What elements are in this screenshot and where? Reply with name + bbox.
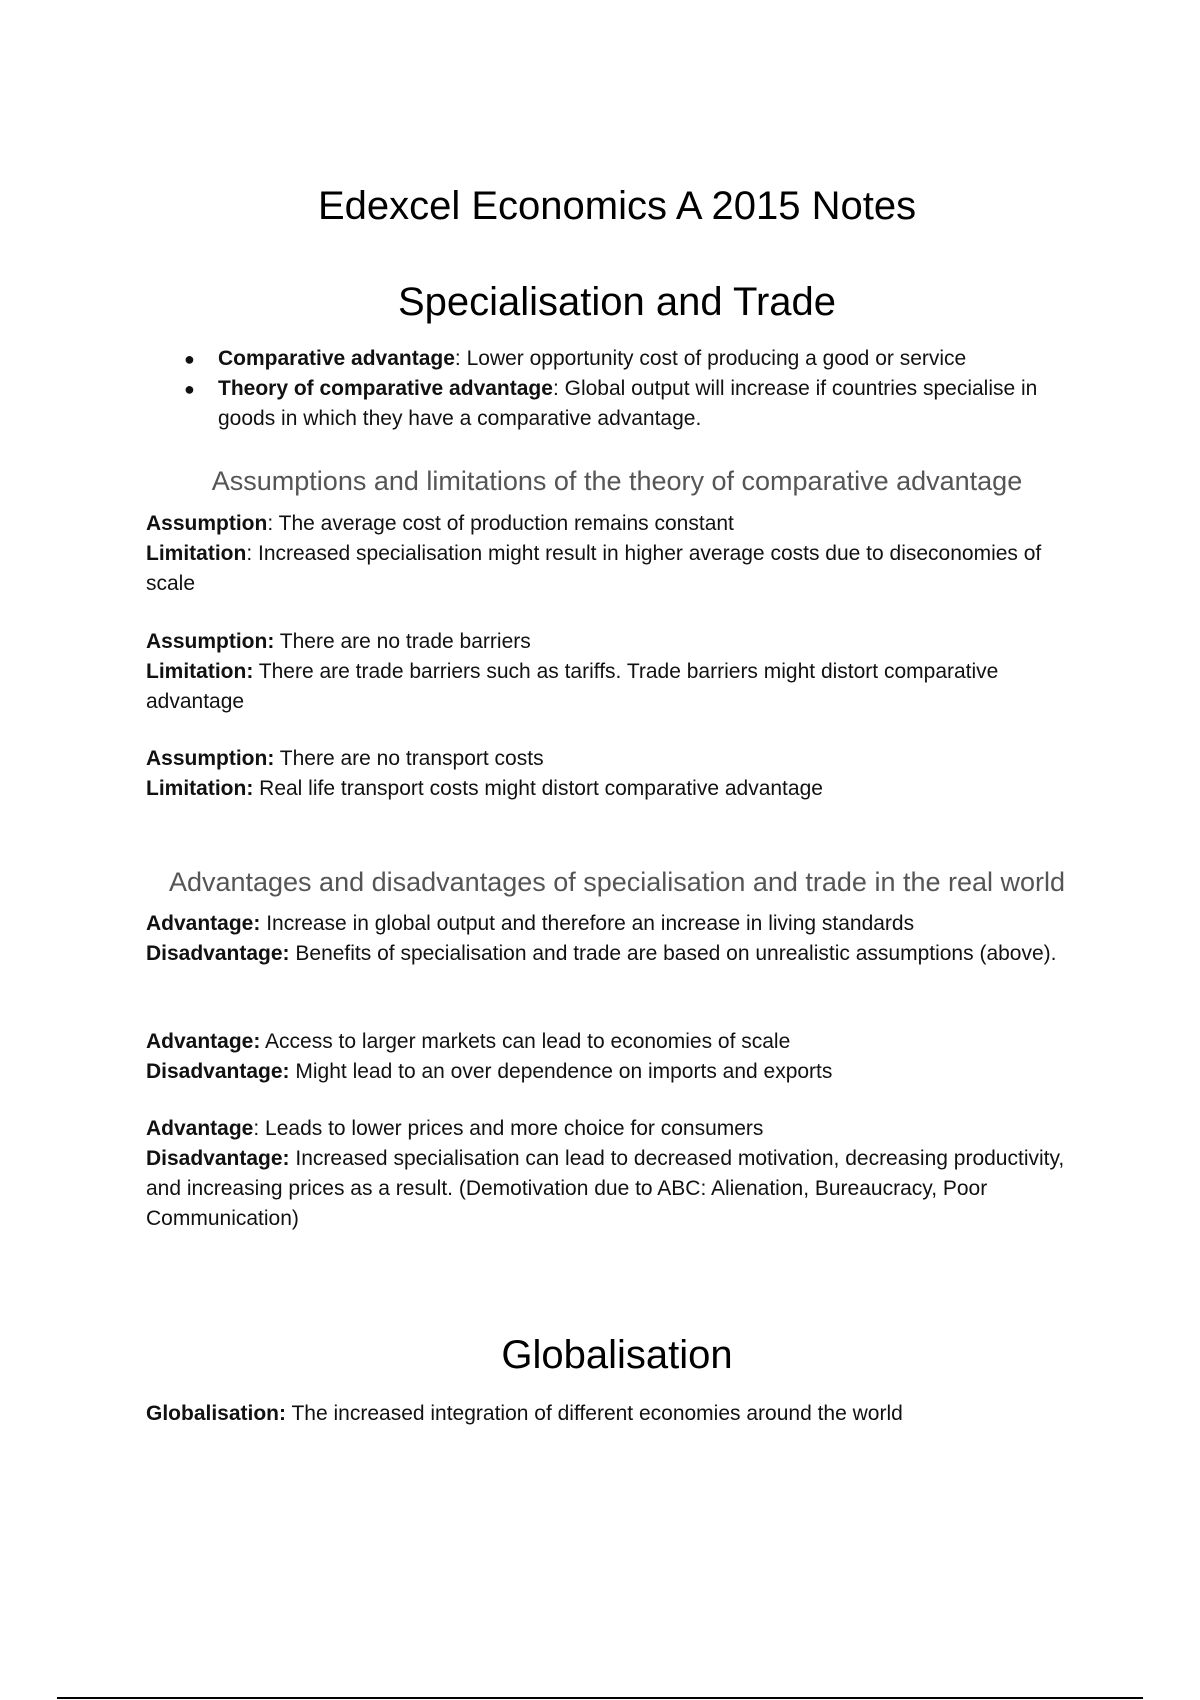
disadvantage-text: Increased specialisation can lead to decreased motivation, decreasing productivity, and increasing prices as a result. (Demotivation due to ABC: Alienation, Bureaucracy, Poor Communication)	[146, 1147, 1065, 1230]
assumption-block	[146, 744, 1076, 804]
advantage-block	[146, 1114, 1076, 1234]
advantage-line	[146, 1027, 1076, 1057]
limitation-text: : Increased specialisation might result in higher average costs due to diseconomies of scale	[146, 542, 1042, 595]
page-bottom-rule	[57, 1697, 1143, 1699]
assumption-line	[146, 627, 1076, 657]
bullet-dot-icon: ●	[184, 379, 195, 399]
advantage-label: Advantage	[146, 1117, 254, 1140]
advantage-label: Advantage:	[146, 912, 261, 935]
assumption-block	[146, 509, 1076, 599]
assumption-block	[146, 627, 1076, 717]
advantage-text: Increase in global output and therefore an increase in living standards	[260, 912, 915, 935]
bullet-separator: :	[552, 377, 559, 400]
bullet-term: Comparative advantage	[218, 347, 455, 370]
assumption-label: Assumption:	[146, 630, 275, 653]
subheading-advantages: Advantages and disadvantages of specialisation and trade in the real world	[168, 867, 1066, 897]
limitation-label: Limitation:	[146, 777, 254, 800]
bullet-text: Global output will increase if countries specialise in goods in which they have a comparative advantage.	[218, 377, 1038, 430]
bullet-item-comparative-advantage	[184, 344, 1094, 374]
disadvantage-line	[146, 1057, 1076, 1087]
limitation-label: Limitation	[146, 542, 247, 565]
advantage-text: : Leads to lower prices and more choice for consumers	[253, 1117, 764, 1140]
limitation-text: Real life transport costs might distort comparative advantage	[253, 777, 823, 800]
advantage-line	[146, 1114, 1076, 1144]
bullet-term: Theory of comparative advantage	[218, 377, 553, 400]
disadvantage-label: Disadvantage:	[146, 1060, 290, 1083]
disadvantage-text: Benefits of specialisation and trade are based on unrealistic assumptions (above).	[289, 942, 1057, 965]
assumption-text: : The average cost of production remains constant	[267, 512, 734, 535]
disadvantage-label: Disadvantage:	[146, 942, 290, 965]
bullet-item-theory-comparative-advantage	[184, 374, 1094, 434]
limitation-text: There are trade barriers such as tariffs. Trade barriers might distort comparative advantage	[146, 660, 999, 713]
disadvantage-line	[146, 939, 1076, 969]
assumption-label: Assumption:	[146, 747, 275, 770]
assumption-text: There are no trade barriers	[274, 630, 531, 653]
section-title-specialisation: Specialisation and Trade	[397, 280, 837, 324]
advantage-block	[146, 1027, 1076, 1087]
disadvantage-text: Might lead to an over dependence on imports and exports	[289, 1060, 833, 1083]
definition-bullet-list	[184, 344, 1094, 434]
assumption-text: There are no transport costs	[274, 747, 544, 770]
limitation-line	[146, 539, 1076, 599]
definition-line	[146, 1399, 1076, 1429]
bullet-separator: :	[454, 347, 461, 370]
disadvantage-line	[146, 1144, 1076, 1234]
definition-text: The increased integration of different economies around the world	[286, 1402, 903, 1425]
advantage-block	[146, 909, 1076, 969]
bullet-text: Lower opportunity cost of producing a good or service	[460, 347, 967, 370]
section-title-globalisation: Globalisation	[501, 1333, 733, 1377]
advantage-label: Advantage:	[146, 1030, 261, 1053]
limitation-line	[146, 774, 1076, 804]
assumption-label: Assumption	[146, 512, 268, 535]
globalisation-definition	[146, 1399, 1076, 1429]
bullet-dot-icon: ●	[184, 349, 195, 369]
limitation-label: Limitation:	[146, 660, 254, 683]
disadvantage-label: Disadvantage:	[146, 1147, 290, 1170]
definition-label: Globalisation:	[146, 1402, 287, 1425]
limitation-line	[146, 657, 1076, 717]
advantage-text: Access to larger markets can lead to economies of scale	[260, 1030, 791, 1053]
subheading-assumptions: Assumptions and limitations of the theory of comparative advantage	[211, 466, 1023, 496]
assumption-line	[146, 744, 1076, 774]
document-title: Edexcel Economics A 2015 Notes	[317, 184, 917, 228]
advantage-line	[146, 909, 1076, 939]
assumption-line	[146, 509, 1076, 539]
